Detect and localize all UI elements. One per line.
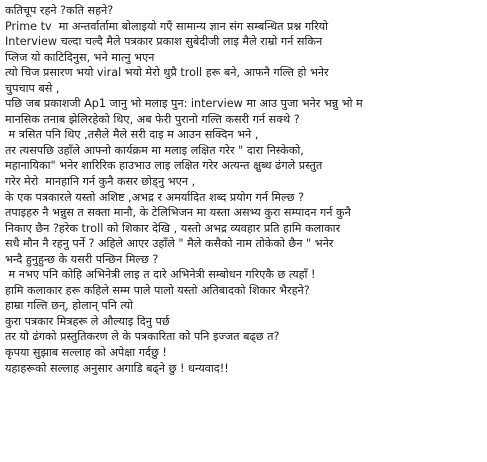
post-line: तर यो ढंगको प्रस्तुतिकरण ले के पत्रकारिता को पनि इज्जत बढ्छ त? bbox=[5, 330, 280, 344]
post-line: कतिचूप रहने ?कति सहने? bbox=[5, 4, 114, 17]
post-line: गरेर मेरो मानहानि गर्न कुनै कसर छोड्नु भएन , bbox=[5, 175, 196, 189]
post-line: सधै मौन नै रहनु पर्ने ? अहिले आएर उहाँले " मैले कसैको नाम तोकेको छैन " भनेर bbox=[5, 237, 334, 251]
post-line: चुपचाप बसे , bbox=[5, 81, 60, 95]
post-line: यहाहरूको सल्लाह अनुसार अगाडि बढ्ने छु ! धन्यवाद!! bbox=[5, 361, 229, 375]
post-line: मानसिक तनाब झेलिरहेको थिए, अब फेरी पुरानो गल्ति कसरी गर्न सक्थे ? bbox=[5, 112, 300, 126]
post-line: हामि कलाकार हरू कहिले सम्म पाले पालो यस्तो अतिबादको शिकार भैरहने? bbox=[5, 283, 310, 297]
post-line: प्लिज यो काटिदिनुस, भने मात्नु भएन bbox=[5, 50, 155, 64]
post-line: महानायिका" भनेर शारिरिक हाउभाउ लाइ लक्षित गरेर अत्यन्त क्षुब्ध ढंगले प्रस्तुत bbox=[5, 159, 323, 173]
post-line: म त्रसित पनि थिए ,तसैले मैले सरी दाइ म आउन सक्दिन भने , bbox=[5, 128, 259, 142]
post-line: पछि जब प्रकाशजी Ap1 जानु भो मलाइ पुन: interview मा आउ पुजा भनेर भन्नु भो म bbox=[5, 97, 363, 111]
post-line: के एक पत्रकारले यस्तो अशिष्ट ,अभद्र र अमर्यादित शब्द प्रयोग गर्न मिल्छ ? bbox=[5, 190, 305, 204]
post-line: Interview चल्दा चल्दै मैले पत्रकार प्रकाश सुबेदीजी लाइ मैले राम्रो गर्न सकिन bbox=[5, 35, 323, 49]
post-line: कुरा पत्रकार मित्रहरू ले औल्याइ दिनु पर्छ bbox=[5, 314, 170, 328]
post-line: कृपया सुझाब सल्लाह को अपेक्षा गर्दछु ! bbox=[5, 346, 167, 360]
post-line: म नभए पनि कोहि अभिनेत्री लाइ त दारे अभिनेत्री सम्बोधन गरिएकै छ त्यहाँ ! bbox=[5, 268, 316, 282]
post-line: तपाइहरु नै भन्नुस त सक्ता मानौ, के टेलिभिजन मा यस्ता असभ्य कुरा सम्पादन गर्न कुनै bbox=[5, 206, 351, 220]
post-line: भन्दै हुनुहुन्छ के यसरी पन्छिन मिल्छ ? bbox=[5, 252, 159, 266]
post-line: हाम्रा गल्ति छन्, होलान् पनि त्यो bbox=[5, 299, 133, 313]
post-line: निकाए छैन ?हरेक troll को शिकार देखि , यस्तो अभद्र व्यवहार प्रति हामि कलाकार bbox=[5, 221, 341, 235]
post-line: त्यो चिज प्रसारण भयो viral भयो मेरो थुप्रै troll हरू बने, आफनै गल्ति हो भनेर bbox=[5, 66, 329, 80]
post-line: तर त्यसपछि उहाँले आफ्नो कार्यक्रम मा मलाइ लक्षित गरेर " दारा निस्केको, bbox=[5, 143, 304, 157]
post-body bbox=[5, 3, 485, 376]
post-line: Prime tv मा अन्तर्वार्तामा बोलाइयो गएँ सामान्य ज्ञान संग सम्बन्धित प्रश्न गरियो bbox=[5, 19, 329, 33]
